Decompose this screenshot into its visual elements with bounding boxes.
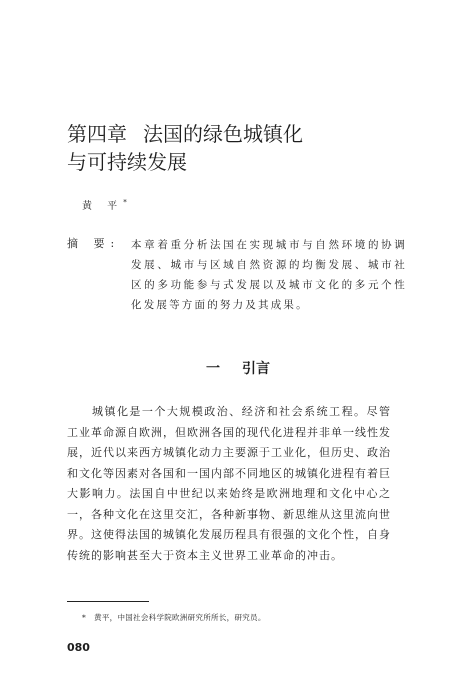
author — [82, 197, 127, 212]
chapter-title — [67, 120, 303, 176]
footnote — [82, 612, 266, 623]
abstract-label: 摘 要: — [67, 237, 121, 250]
chapter-number: 第四章 — [67, 122, 127, 146]
chapter-title-line-1 — [67, 120, 303, 148]
section-number: 一 — [206, 361, 220, 377]
author-name: 黄 平 — [82, 201, 124, 212]
section-title: 引言 — [242, 361, 270, 377]
footnote-text: 黄平，中国社会科学院欧洲研究所所长，研究员。 — [94, 613, 266, 622]
footnote-divider — [67, 601, 149, 602]
section-heading — [0, 358, 476, 378]
abstract-text: 本章着重分析法国在实现城市与自然环境的协调发展、城市与区域自然资源的均衡发展、城市社区的多功能参与式发展以及城市文化的多元个性化发展等方面的努力及其成果。 — [131, 239, 407, 311]
chapter-title-line-2: 与可持续发展 — [67, 150, 187, 174]
footnote-mark: * — [82, 613, 87, 622]
chapter-title-text-1: 法国的绿色城镇化 — [143, 122, 303, 146]
author-footnote-mark: * — [123, 198, 127, 207]
page-number: 080 — [67, 641, 90, 654]
body-paragraph: 城镇化是一个大规模政治、经济和社会系统工程。尽管工业革命源自欧洲，但欧洲各国的现代化进程并非单一线性发展，近代以来西方城镇化动力主要源于工业化，但历史、政治和文化等因素对各国和一国内部不同地区的城镇化进程有着巨大影响力。法国自中世纪以来始终是欧洲地理和文化中心之一，各种文化在这里交汇，各种新事物、新思维从这里流向世界。这使得法国的城镇化发展历程具有很强的文化个性，自身传统的影响甚至大于资本主义世界工业革命的冲击。 — [67, 405, 391, 562]
